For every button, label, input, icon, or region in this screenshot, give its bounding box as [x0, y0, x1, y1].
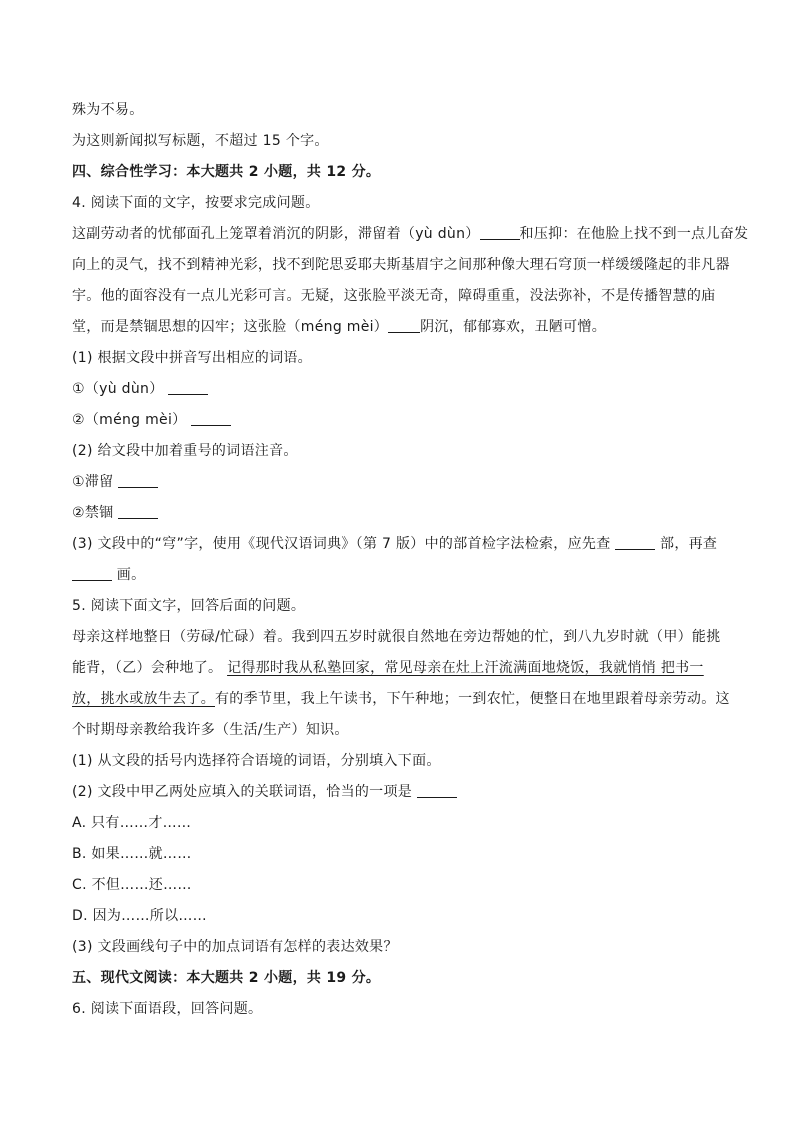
- document-content: [72, 95, 749, 1025]
- subquestion-2: (2) 文段中甲乙两处应填入的关联词语，恰当的一项是: [72, 777, 722, 808]
- answer-blank[interactable]: [72, 566, 112, 581]
- subquestion-3: (3) 文段画线句子中的加点词语有怎样的表达效果？: [72, 939, 398, 955]
- subquestion-1: (1) 从文段的括号内选择符合语境的词语，分别填入下面。: [72, 753, 441, 769]
- passage-line: 能背，（乙）会种地了。 记得那时我从私塾回家，常见母亲在灶上汗流满面地烧饭，我就悄悄 把书一: [72, 660, 704, 676]
- option-d: D. 因为……所以……: [72, 908, 207, 924]
- answer-blank[interactable]: [118, 504, 158, 519]
- section-four-heading: 四、综合性学习：本大题共 2 小题，共 12 分。: [72, 164, 381, 180]
- underlined-sentence: 放，挑水或放牛去了。: [72, 691, 215, 707]
- phonetic-item: ②禁锢: [72, 498, 722, 529]
- passage-line: 这副劳动者的忧郁面孔上笼罩着消沉的阴影，滞留着（yù dùn） 和压抑：在他脸上找不到一点儿奋发: [72, 226, 749, 242]
- subquestion-1: (1) 根据文段中拼音写出相应的词语。: [72, 350, 312, 366]
- answer-blank[interactable]: [118, 473, 158, 488]
- answer-blank[interactable]: [388, 318, 420, 333]
- answer-blank[interactable]: [615, 535, 655, 550]
- option-b: B. 如果……就……: [72, 846, 192, 862]
- text-line: 殊为不易。: [72, 102, 144, 118]
- passage-line: 向上的灵气，找不到精神光彩，找不到陀思妥耶夫斯基眉宇之间那种像大理石穹顶一样缓缓隆起的非凡器: [72, 257, 730, 273]
- option-c: C. 不但……还……: [72, 877, 192, 893]
- question-4-prompt: 4. 阅读下面的文字，按要求完成问题。: [72, 195, 320, 211]
- answer-blank[interactable]: [480, 225, 520, 240]
- answer-blank[interactable]: [168, 380, 208, 395]
- pinyin-item: ①（yù dùn）: [72, 374, 722, 405]
- news-title-instruction: 为这则新闻拟写标题，不超过 15 个字。: [72, 133, 329, 149]
- subquestion-2: (2) 给文段中加着重号的词语注音。: [72, 443, 298, 459]
- question-5-prompt: 5. 阅读下面文字，回答后面的问题。: [72, 598, 306, 614]
- passage-line: 放，挑水或放牛去了。有的季节里，我上午读书，下午种地；一到农忙，便整日在地里跟着母亲劳动。这: [72, 691, 730, 707]
- underlined-sentence: 记得那时我从私塾回家，常见母亲在灶上汗流满面地烧饭，我就悄悄 把书一: [227, 660, 704, 676]
- passage-line: 宇。他的面容没有一点儿光彩可言。无疑，这张脸平淡无奇，障碍重重，没法弥补，不是传播智慧的庙: [72, 288, 716, 304]
- option-a: A. 只有……才……: [72, 815, 192, 831]
- passage-line: 个时期母亲教给我许多（生活/生产）知识。: [72, 722, 349, 738]
- answer-blank[interactable]: [417, 783, 457, 798]
- answer-blank[interactable]: [191, 411, 231, 426]
- phonetic-item: ①滞留: [72, 467, 722, 498]
- subquestion-3-cont: 画。: [72, 560, 722, 591]
- subquestion-3: (3) 文段中的“穹”字，使用《现代汉语词典》（第 7 版）中的部首检字法检索，应先查 部，再查: [72, 536, 718, 552]
- pinyin-item: ②（méng mèi）: [72, 405, 722, 436]
- passage-line: 母亲这样地整日（劳碌/忙碌）着。我到四五岁时就很自然地在旁边帮她的忙，到八九岁时就（甲）能挑: [72, 629, 721, 645]
- question-6-prompt: 6. 阅读下面语段，回答问题。: [72, 1001, 263, 1017]
- passage-line: 堂，而是禁锢思想的囚牢；这张脸（méng mèi） 阴沉，郁郁寡欢，丑陋可憎。: [72, 319, 607, 335]
- section-five-heading: 五、现代文阅读：本大题共 2 小题，共 19 分。: [72, 970, 381, 986]
